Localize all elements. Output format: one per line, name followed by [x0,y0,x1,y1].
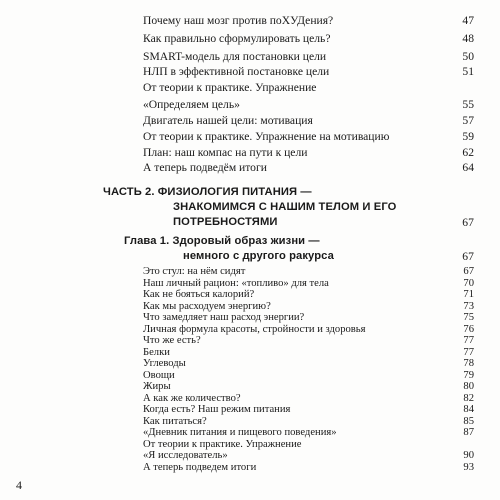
toc-entry [0,80,500,95]
toc-entry-title: Это стул: на нём сидят [143,266,246,277]
toc-entry-page: 47 [462,14,474,27]
toc-entry-page: 85 [463,415,474,427]
toc-entry-title: Как мы расходуем энергию? [143,300,271,312]
toc-entry-page: 73 [463,300,474,312]
toc-entry-page: 93 [463,462,474,473]
toc-entry-title: План: наш компас на пути к цели [143,146,308,159]
toc-entry-page: 70 [463,277,474,289]
part-heading [0,215,500,230]
part-heading-line1: ЧАСТЬ 2. ФИЗИОЛОГИЯ ПИТАНИЯ — [103,186,312,198]
toc-entry [0,462,500,474]
toc-entry [0,416,500,428]
part-heading-line2: ЗНАКОМИМСЯ С НАШИМ ТЕЛОМ И ЕГО [173,201,397,213]
toc-entry [0,49,500,64]
chapter-heading [0,234,500,249]
toc-entry [0,358,500,370]
toc-entry [0,266,500,278]
toc-entry [0,381,500,393]
toc-entry [0,324,500,336]
chapter-heading [0,249,500,264]
toc-entry-page: 76 [463,323,474,335]
toc-entry [0,160,500,175]
toc-entry [0,312,500,324]
toc-entry-title: Белки [143,346,170,358]
toc-entry-title: Овощи [143,369,175,381]
toc-entry-page: 64 [462,161,474,174]
toc-entry-title: «Дневник питания и пищевого поведения» [143,427,337,439]
toc-entry-page: 55 [462,98,474,111]
part-heading-page: 67 [462,216,474,229]
toc-entry [0,335,500,347]
toc-entry-page: 79 [463,369,474,381]
toc-entry [0,289,500,301]
toc-entry [0,13,500,28]
toc-entry [0,97,500,112]
toc-entry-page: 90 [463,450,474,462]
toc-entry [0,439,500,451]
toc-entry-title: А как же количество? [143,392,241,404]
part-heading [0,185,500,200]
toc-entry [0,370,500,382]
toc-entry-title: Личная формула красоты, стройности и здоровья [143,323,366,335]
toc-entry [0,145,500,160]
toc-entry-title: От теории к практике. Упражнение [143,81,317,94]
toc-entry-page: 82 [463,392,474,404]
toc-entry-page: 62 [462,146,474,159]
toc-entry-title: А теперь подведём итоги [143,161,267,174]
toc-entry-title: SMART-модель для постановки цели [143,50,327,63]
toc-entry [0,278,500,290]
toc-entry-page: 77 [463,335,474,347]
toc-entry [0,393,500,405]
toc-entry-page: 51 [462,65,474,78]
toc-entry-page: 57 [462,114,474,127]
toc-entry-title: «Я исследователь» [143,450,228,462]
toc-entry-title: Наш личный рацион: «топливо» для тела [143,277,329,289]
toc-entry-page: 78 [463,358,474,370]
toc-entry-title: Как правильно сформулировать цель? [143,32,331,45]
toc-entry [0,64,500,79]
toc-entry-page: 77 [463,346,474,358]
toc-entry [0,347,500,359]
toc-entry-page: 48 [462,32,474,45]
toc-entry-page: 84 [463,404,474,416]
toc-entry-page: 50 [462,50,474,63]
toc-entry-title: От теории к практике. Упражнение [143,438,302,450]
toc-entry-title: А теперь подведем итоги [143,462,257,473]
chapter-heading-line2: немного с другого ракурса [183,250,334,262]
part-heading-line3: ПОТРЕБНОСТЯМИ [173,216,278,228]
toc-entry-title: Как питаться? [143,415,207,427]
toc-entry-title: Углеводы [143,358,186,370]
toc-entry-title: Как не бояться калорий? [143,289,255,301]
toc-entry [0,31,500,46]
toc-entry [0,113,500,128]
toc-entry-title: НЛП в эффективной постановке цели [143,65,330,78]
toc-entry-title: Что замедляет наш расход энергии? [143,312,305,324]
toc-entry-title: Что же есть? [143,335,201,347]
toc-entry [0,404,500,416]
part-heading [0,200,500,215]
toc-entry-page: 87 [463,427,474,439]
toc-entry-title: Почему наш мозг против поХУДения? [143,14,334,27]
toc-entry-title: «Определяем цель» [143,98,240,111]
toc-entry-page: 71 [463,289,474,301]
toc-entry [0,450,500,462]
toc-entry-title: Двигатель нашей цели: мотивация [143,114,313,127]
toc-entry-page: 59 [462,130,474,143]
toc-entry-page: 67 [463,266,474,277]
toc-entry-page: 80 [463,381,474,393]
toc-entry [0,301,500,313]
toc-entry-title: Жиры [143,381,171,393]
toc-entry [0,129,500,144]
toc-entry-page: 75 [463,312,474,324]
toc-entry-title: От теории к практике. Упражнение на мотивацию [143,130,390,143]
toc-entry-title: Когда есть? Наш режим питания [143,404,291,416]
toc-entry [0,427,500,439]
chapter-heading-page: 67 [462,250,474,263]
chapter-heading-line1: Глава 1. Здоровый образ жизни — [124,235,320,247]
page-number: 4 [16,478,22,492]
